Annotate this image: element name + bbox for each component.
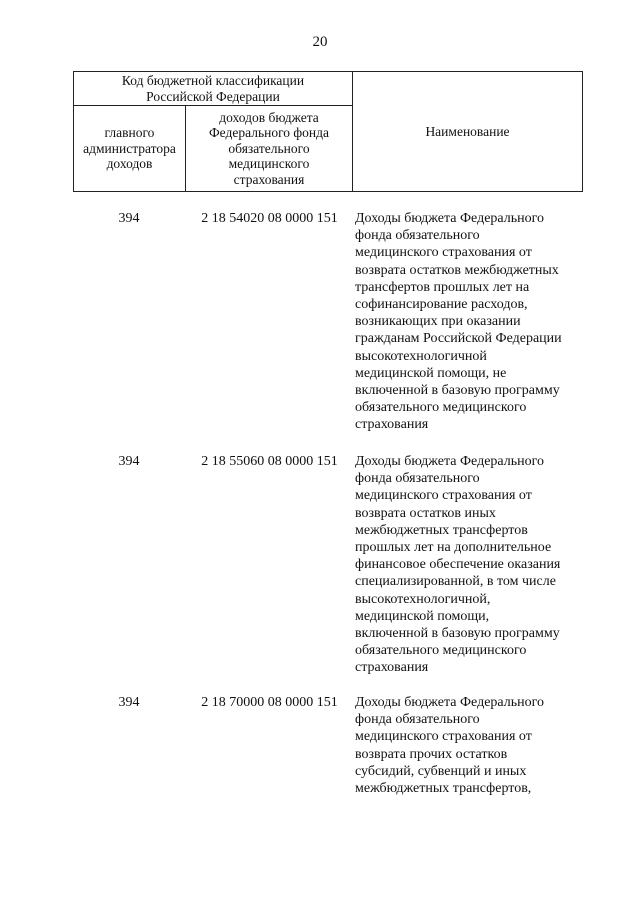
header-line: Код бюджетной классификации [121,73,305,88]
header-line: Наименование [425,123,510,139]
fund-income-header [186,106,353,192]
name-line: возврата остатков иных [355,505,496,521]
administrator-code: 394 [118,695,140,710]
header-line: администратора [83,140,176,156]
name-line: медицинского страхования от [355,488,532,504]
header-line: главного [104,125,155,141]
name-line: включенной в базовую программу [355,626,560,642]
name-line: медицинского страхования от [355,245,532,261]
name-line: фонда обязательного [355,228,480,244]
name-line: высокотехнологичной [355,348,487,364]
name-line: гражданам Российской Федерации [355,331,562,347]
name-line: медицинского страхования от [355,729,532,745]
name-line: высокотехнологичной, [355,591,491,607]
name-line: Доходы бюджета Федерального [355,211,545,226]
header-line: доходов [106,156,153,172]
name-line: Доходы бюджета Федерального [355,695,545,710]
administrator-code: 394 [118,454,140,469]
name-line: медицинской помощи, [355,608,490,624]
budget-classification-code: 2 18 70000 08 0000 151 [201,695,338,710]
name-line: межбюджетных трансфертов, [355,781,532,797]
name-line: межбюджетных трансфертов [355,522,528,538]
page-number: 20 [312,34,328,50]
name-line: прошлых лет на дополнительное [355,540,552,556]
income-name [355,694,585,797]
name-line: Доходы бюджета Федерального [355,454,545,469]
name-line: обязательного медицинского [355,643,527,659]
name-line: финансовое обеспечение оказания [355,557,561,573]
budget-classification-code: 2 18 55060 08 0000 151 [201,454,338,469]
budget-classification-code-header [74,72,353,106]
name-line: включенной в базовую программу [355,383,560,399]
name-line: фонда обязательного [355,712,480,728]
name-line: специализированной, в том числе [355,574,556,590]
header-line: Российской Федерации [146,88,280,104]
income-name [355,453,585,677]
name-line: возврата остатков межбюджетных [355,262,559,278]
name-line: фонда обязательного [355,471,480,487]
header-line: Федерального фонда [209,125,329,141]
name-line: субсидий, субвенций и иных [355,763,527,779]
header-line: медицинского [228,156,310,172]
name-line: страхования [355,417,429,433]
header-line: обязательного [228,140,310,156]
chief-administrator-header [74,106,186,192]
name-line: возникающих при оказании [355,314,521,330]
header-line: страхования [233,171,305,187]
income-name [355,210,585,434]
administrator-code: 394 [118,211,140,226]
classification-table-header [73,71,583,192]
budget-classification-code: 2 18 54020 08 0000 151 [201,211,338,226]
header-line: доходов бюджета [219,109,319,125]
name-line: медицинской помощи, не [355,365,507,381]
name-line: софинансирование расходов, [355,297,528,313]
name-line: трансфертов прошлых лет на [355,279,530,295]
name-line: обязательного медицинского [355,400,527,416]
name-column-header [353,72,583,192]
name-line: страхования [355,660,429,676]
name-line: возврата прочих остатков [355,746,508,762]
